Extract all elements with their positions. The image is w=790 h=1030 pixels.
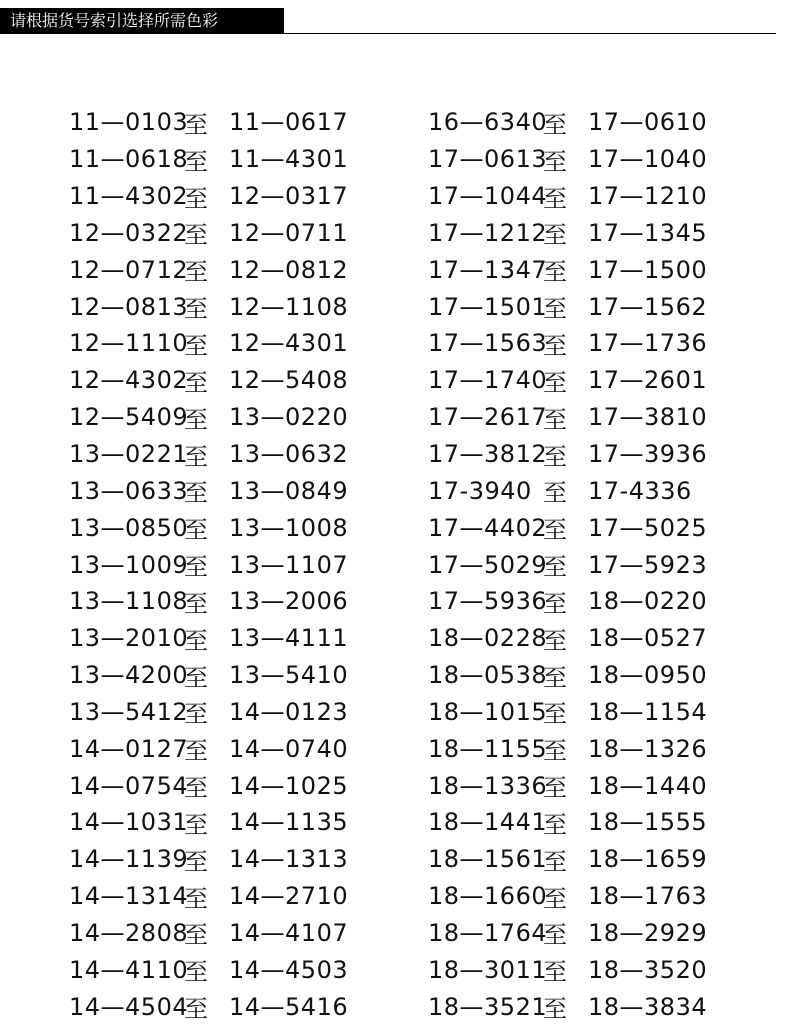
range-row	[69, 841, 348, 878]
range-end: 18—0527	[588, 624, 708, 653]
range-separator: 至	[184, 405, 209, 434]
range-separator: 至	[184, 995, 209, 1024]
range-row	[428, 325, 707, 362]
range-start: 13—1009	[69, 550, 189, 579]
range-row	[428, 399, 707, 436]
range-end: 12—5408	[229, 366, 349, 395]
range-end: 13—5410	[229, 661, 349, 690]
range-separator: 至	[184, 258, 209, 287]
range-row	[69, 951, 348, 988]
range-separator: 至	[543, 921, 568, 950]
range-end: 14—0740	[229, 734, 349, 763]
range-end: 17—1500	[588, 255, 708, 284]
range-start: 16—6340	[428, 108, 548, 137]
range-start: 18—1764	[428, 918, 548, 947]
range-start: 14—4504	[69, 992, 189, 1021]
range-separator: 至	[184, 110, 209, 139]
range-row	[428, 362, 707, 399]
range-separator: 至	[184, 810, 209, 839]
range-separator: 至	[184, 147, 209, 176]
range-start: 18—1015	[428, 697, 548, 726]
range-start: 18—1155	[428, 734, 548, 763]
range-row	[428, 951, 707, 988]
range-end: 17—0610	[588, 108, 708, 137]
range-row	[69, 104, 348, 141]
range-end: 17—2601	[588, 366, 708, 395]
range-end: 17—1345	[588, 218, 708, 247]
range-row	[69, 251, 348, 288]
range-row	[428, 878, 707, 915]
range-start: 13—1108	[69, 587, 189, 616]
range-start: 18—1660	[428, 882, 548, 911]
range-start: 17—4402	[428, 513, 548, 542]
range-separator: 至	[543, 884, 568, 913]
range-row	[69, 804, 348, 841]
range-end: 11—4301	[229, 145, 349, 174]
range-separator: 至	[543, 295, 568, 324]
range-end: 18—3834	[588, 992, 708, 1021]
range-end: 14—5416	[229, 992, 349, 1021]
range-end: 17—3936	[588, 440, 708, 469]
range-separator: 至	[543, 663, 568, 692]
range-end: 17—1210	[588, 182, 708, 211]
range-end: 14—0123	[229, 697, 349, 726]
range-row	[69, 583, 348, 620]
range-start: 17—1212	[428, 218, 548, 247]
range-separator: 至	[543, 368, 568, 397]
range-column-left	[69, 104, 348, 1025]
range-start: 11—0103	[69, 108, 189, 137]
range-end: 18—1326	[588, 734, 708, 763]
range-separator: 至	[184, 368, 209, 397]
range-column-right	[428, 104, 707, 1025]
range-separator: 至	[184, 184, 209, 213]
range-end: 13—1107	[229, 550, 349, 579]
range-separator: 至	[543, 405, 568, 434]
range-row	[428, 178, 707, 215]
range-row	[69, 767, 348, 804]
range-separator: 至	[184, 626, 209, 655]
range-start: 12—1110	[69, 329, 189, 358]
range-start: 13—0221	[69, 440, 189, 469]
range-start: 14—0754	[69, 771, 189, 800]
range-start: 17—5936	[428, 587, 548, 616]
range-end: 18—1659	[588, 845, 708, 874]
range-start: 12—0322	[69, 218, 189, 247]
range-row	[69, 915, 348, 952]
header-bar	[0, 8, 284, 33]
range-separator: 至	[184, 847, 209, 876]
range-start: 18—1441	[428, 808, 548, 837]
range-start: 12—5409	[69, 403, 189, 432]
range-start: 12—0813	[69, 292, 189, 321]
range-end: 17—5923	[588, 550, 708, 579]
range-row	[69, 472, 348, 509]
range-row	[428, 509, 707, 546]
range-row	[69, 694, 348, 731]
range-separator: 至	[543, 110, 568, 139]
range-separator: 至	[543, 258, 568, 287]
range-row	[69, 657, 348, 694]
range-row	[428, 251, 707, 288]
range-row	[428, 620, 707, 657]
range-separator: 至	[543, 331, 568, 360]
range-separator: 至	[184, 516, 209, 545]
range-end: 14—1025	[229, 771, 349, 800]
range-row	[428, 841, 707, 878]
range-row	[428, 472, 707, 509]
range-row	[428, 546, 707, 583]
range-row	[428, 657, 707, 694]
range-separator: 至	[543, 553, 568, 582]
range-separator: 至	[184, 884, 209, 913]
header-divider	[0, 33, 776, 34]
range-start: 13—0633	[69, 476, 189, 505]
range-separator: 至	[184, 331, 209, 360]
range-end: 13—1008	[229, 513, 349, 542]
range-row	[69, 141, 348, 178]
range-start: 17—1347	[428, 255, 548, 284]
range-end: 12—0812	[229, 255, 349, 284]
range-row	[428, 104, 707, 141]
range-start: 17—0613	[428, 145, 548, 174]
range-end: 18—2929	[588, 918, 708, 947]
range-start: 11—0618	[69, 145, 189, 174]
range-separator: 至	[543, 589, 568, 618]
range-row	[428, 988, 707, 1025]
range-start: 18—3011	[428, 955, 548, 984]
range-end: 18—1440	[588, 771, 708, 800]
range-end: 17—3810	[588, 403, 708, 432]
range-start: 12—0712	[69, 255, 189, 284]
range-start: 17—2617	[428, 403, 548, 432]
range-start: 17—5029	[428, 550, 548, 579]
range-separator: 至	[543, 700, 568, 729]
range-end: 17—5025	[588, 513, 708, 542]
range-separator: 至	[184, 479, 209, 508]
range-start: 14—1314	[69, 882, 189, 911]
range-end: 14—4107	[229, 918, 349, 947]
range-start: 18—1561	[428, 845, 548, 874]
range-row	[428, 141, 707, 178]
range-separator: 至	[184, 737, 209, 766]
range-end: 17-4336	[588, 476, 692, 505]
range-start: 14—1139	[69, 845, 189, 874]
range-separator: 至	[184, 958, 209, 987]
range-separator: 至	[543, 184, 568, 213]
range-separator: 至	[543, 737, 568, 766]
range-row	[428, 730, 707, 767]
range-separator: 至	[184, 921, 209, 950]
range-row	[69, 178, 348, 215]
range-start: 14—0127	[69, 734, 189, 763]
range-separator: 至	[543, 847, 568, 876]
range-row	[69, 215, 348, 252]
range-separator: 至	[543, 442, 568, 471]
range-separator: 至	[543, 479, 568, 508]
range-end: 14—4503	[229, 955, 349, 984]
range-end: 18—0220	[588, 587, 708, 616]
range-start: 17—1044	[428, 182, 548, 211]
range-end: 13—2006	[229, 587, 349, 616]
range-start: 14—2808	[69, 918, 189, 947]
range-row	[428, 288, 707, 325]
range-separator: 至	[184, 221, 209, 250]
range-separator: 至	[184, 295, 209, 324]
range-end: 14—1313	[229, 845, 349, 874]
range-row	[69, 730, 348, 767]
range-separator: 至	[543, 958, 568, 987]
range-end: 18—0950	[588, 661, 708, 690]
range-start: 13—4200	[69, 661, 189, 690]
range-row	[69, 325, 348, 362]
range-end: 18—1763	[588, 882, 708, 911]
range-end: 11—0617	[229, 108, 349, 137]
range-separator: 至	[184, 663, 209, 692]
range-end: 17—1736	[588, 329, 708, 358]
range-row	[69, 620, 348, 657]
range-start: 17—3812	[428, 440, 548, 469]
range-end: 12—0711	[229, 218, 349, 247]
range-row	[69, 546, 348, 583]
range-separator: 至	[184, 700, 209, 729]
range-separator: 至	[184, 442, 209, 471]
range-start: 13—2010	[69, 624, 189, 653]
range-separator: 至	[543, 774, 568, 803]
range-row	[69, 399, 348, 436]
range-start: 18—3521	[428, 992, 548, 1021]
range-end: 12—0317	[229, 182, 349, 211]
range-start: 18—0538	[428, 661, 548, 690]
range-row	[69, 878, 348, 915]
range-start: 13—0850	[69, 513, 189, 542]
range-end: 12—1108	[229, 292, 349, 321]
range-end: 13—0849	[229, 476, 349, 505]
range-start: 18—0228	[428, 624, 548, 653]
range-end: 13—0632	[229, 440, 349, 469]
range-end: 17—1040	[588, 145, 708, 174]
range-row	[428, 215, 707, 252]
range-start: 13—5412	[69, 697, 189, 726]
range-row	[69, 288, 348, 325]
range-end: 12—4301	[229, 329, 349, 358]
range-row	[69, 436, 348, 473]
range-separator: 至	[543, 147, 568, 176]
range-row	[69, 988, 348, 1025]
range-end: 17—1562	[588, 292, 708, 321]
range-end: 18—3520	[588, 955, 708, 984]
range-separator: 至	[543, 810, 568, 839]
range-separator: 至	[543, 995, 568, 1024]
range-start: 14—4110	[69, 955, 189, 984]
range-end: 14—2710	[229, 882, 349, 911]
range-row	[428, 767, 707, 804]
range-start: 14—1031	[69, 808, 189, 837]
range-start: 17—1563	[428, 329, 548, 358]
range-start: 17—1501	[428, 292, 548, 321]
range-separator: 至	[543, 626, 568, 655]
range-separator: 至	[184, 774, 209, 803]
range-row	[428, 804, 707, 841]
range-row	[428, 915, 707, 952]
range-start: 18—1336	[428, 771, 548, 800]
range-start: 17—1740	[428, 366, 548, 395]
range-end: 18—1555	[588, 808, 708, 837]
range-separator: 至	[184, 589, 209, 618]
range-start: 17-3940	[428, 476, 532, 505]
range-start: 12—4302	[69, 366, 189, 395]
range-separator: 至	[543, 516, 568, 545]
page-title: 请根据货号索引选择所需色彩	[10, 11, 219, 30]
range-separator: 至	[543, 221, 568, 250]
range-row	[428, 583, 707, 620]
range-end: 13—0220	[229, 403, 349, 432]
range-row	[69, 509, 348, 546]
range-end: 14—1135	[229, 808, 349, 837]
range-row	[428, 436, 707, 473]
range-end: 13—4111	[229, 624, 349, 653]
range-end: 18—1154	[588, 697, 708, 726]
range-separator: 至	[184, 553, 209, 582]
range-row	[69, 362, 348, 399]
range-start: 11—4302	[69, 182, 189, 211]
range-row	[428, 694, 707, 731]
